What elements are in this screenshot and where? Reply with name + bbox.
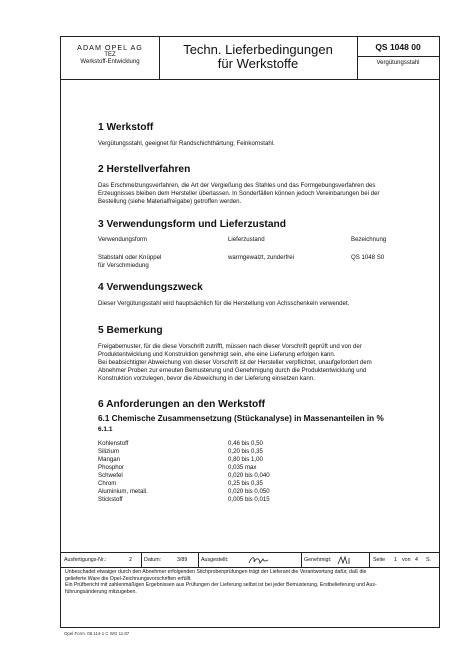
section-1-text: Vergütungsstahl, geeignet für Randschichthärtung; Feinkornstahl. <box>98 140 275 147</box>
doc-number: QS 1048 00 <box>357 42 439 57</box>
element-value: 0,020 bis 0,040 <box>228 472 270 479</box>
composition-row <box>98 480 433 488</box>
section-6-heading: 6 Anforderungen an den Werkstoff <box>98 399 265 410</box>
composition-row <box>98 448 433 456</box>
section-2-line-1: Das Erschmelzungsverfahren, die Art der Vergießung des Stahles und das Formgebungsverfahren des <box>98 182 376 189</box>
issuer-signature <box>247 554 269 566</box>
title-line-1: Techn. Lieferbedingungen <box>183 42 333 57</box>
section-3-heading: 3 Verwendungsform und Lieferzustand <box>98 219 286 230</box>
note-line-2: gelieferte Ware die Opel-Zeichnungsvorschriften erfüllt. <box>65 575 192 582</box>
element-value: 0,80 bis 1,00 <box>228 456 263 463</box>
title-line-2: für Werkstoffe <box>217 56 299 71</box>
section-2-heading: 2 Herstellverfahren <box>98 164 191 175</box>
note-line-1: Unbeschadet etwaiger durch den Abnehmer erfolgenden Stichprobenprüfungen trägt der Lieferant die Verantwortung dafür, daß die <box>65 569 367 575</box>
section-5-line-4: Abnehmer Proben zur erneuten Bemusterung und Genehmigung durch die Produktentwicklung und <box>98 367 367 374</box>
element-name: Chrom <box>98 480 117 487</box>
section-6-1-1-heading: 6.1.1 <box>98 426 113 433</box>
composition-row <box>98 496 433 504</box>
form-line-2: für Verschmiedung <box>98 262 149 269</box>
element-value: 0,20 bis 0,35 <box>228 448 263 455</box>
section-5-line-3: Bei beabsichtigter Abweichung von dieser Vorschrift ist der Hersteller verpflichtet, unaufgefordert dem <box>98 359 372 366</box>
von-label: von <box>402 557 411 563</box>
section-3-data-row-2 <box>98 262 433 270</box>
element-value: 0,020 bis 0,050 <box>228 488 270 495</box>
ausgestellt-label: Ausgestellt: <box>201 557 229 563</box>
section-5-heading: 5 Bemerkung <box>98 325 163 336</box>
col-lieferzustand: Lieferzustand <box>228 236 265 243</box>
designation: QS 1048 S0 <box>351 254 385 261</box>
org-dept: TEZ <box>104 52 116 58</box>
section-5-line-5: Konstruktion vorzulegen, bevor die Abweichung in der Lieferung einsetzen kann. <box>98 375 315 382</box>
s-label: S. <box>426 557 432 563</box>
section-1-heading: 1 Werkstoff <box>98 122 154 133</box>
seite-value: 1 <box>394 557 397 563</box>
section-2-line-2: Erzeugnisses bleiben dem Hersteller überlassen. In Sonderfällen können jedoch Vereinbarungen bei der <box>98 190 380 197</box>
section-3-data-row <box>98 254 433 262</box>
ausfertigung-value: 2 <box>129 557 132 563</box>
approval-bar <box>61 552 439 568</box>
element-name: Silizium <box>98 448 119 455</box>
section-6-1-heading: 6.1 Chemische Zusammensetzung (Stückanalyse) in Massenanteilen in % <box>98 414 384 423</box>
org-block <box>61 37 160 79</box>
section-2-line-3: Bestellung (siehe Materialfreigabe) getroffen werden. <box>98 198 242 205</box>
form-line-1: Stabstahl oder Knüppel <box>98 254 162 261</box>
document-frame <box>60 36 440 628</box>
document-header <box>61 37 439 80</box>
ausfertigung-label: Ausfertigungs-Nr.: <box>64 557 107 563</box>
doc-type: Vergütungsstahl <box>376 60 420 66</box>
datum-label: Datum: <box>144 557 162 563</box>
von-value: 4 <box>415 557 418 563</box>
composition-row <box>98 472 433 480</box>
datum-value: 3/89 <box>177 557 188 563</box>
delivery-state: warmgewalzt, zunderfrei <box>228 254 295 261</box>
section-5-line-2: Produktentwicklung und Konstruktion genehmigt sein, ehe eine Lieferung erfolgen kann. <box>98 351 336 358</box>
element-name: Phosphor <box>98 464 125 471</box>
composition-row <box>98 440 433 448</box>
org-name: ADAM OPEL AG <box>77 43 143 52</box>
org-division: Werkstoff-Entwicklung <box>80 59 140 65</box>
section-5-line-1: Freigabemuster, für die diese Vorschrift zutrifft, müssen nach dieser Vorschrift geprüft und von der <box>98 343 362 350</box>
genehmigt-label: Genehmigt: <box>304 557 332 563</box>
footer-notes <box>65 569 437 595</box>
seite-label: Seite <box>373 557 386 563</box>
element-value: 0,005 bis 0,015 <box>228 496 270 503</box>
element-name: Schwefel <box>98 472 123 479</box>
element-value: 0,25 bis 0,35 <box>228 480 263 487</box>
note-line-3: Ein Prüfbericht mit zahlenmäßigen Ergebnissen aus Prüfungen der Lieferung selbst ist bei jeder Bemusterung, Erstbelieferung und Aus- <box>65 582 377 588</box>
composition-row <box>98 456 433 464</box>
composition-row <box>98 488 433 496</box>
element-name: Mangan <box>98 456 121 463</box>
element-name: Kohlenstoff <box>98 440 129 447</box>
section-4-text: Dieser Vergütungsstahl wird hauptsächlich für die Herstellung von Achsschenkeln verwendet. <box>98 300 350 307</box>
approver-signature <box>337 554 353 566</box>
col-bezeichnung: Bezeichnung <box>351 236 387 243</box>
element-name: Stickstoff <box>98 496 123 503</box>
element-name: Aluminium, metall. <box>98 488 148 495</box>
form-id: Opel Form. 08.114-1 C WG 11 87 <box>64 631 130 636</box>
title-block <box>159 37 358 79</box>
element-value: 0,035 max <box>228 464 257 471</box>
col-verwendungsform: Verwendungsform <box>98 236 148 243</box>
section-3-header-row <box>98 236 433 244</box>
note-line-4: führungsänderung mitzugeben. <box>65 588 137 595</box>
doc-id-block <box>357 37 439 79</box>
section-4-heading: 4 Verwendungszweck <box>98 282 203 293</box>
element-value: 0,46 bis 0,50 <box>228 440 263 447</box>
composition-row <box>98 464 433 472</box>
